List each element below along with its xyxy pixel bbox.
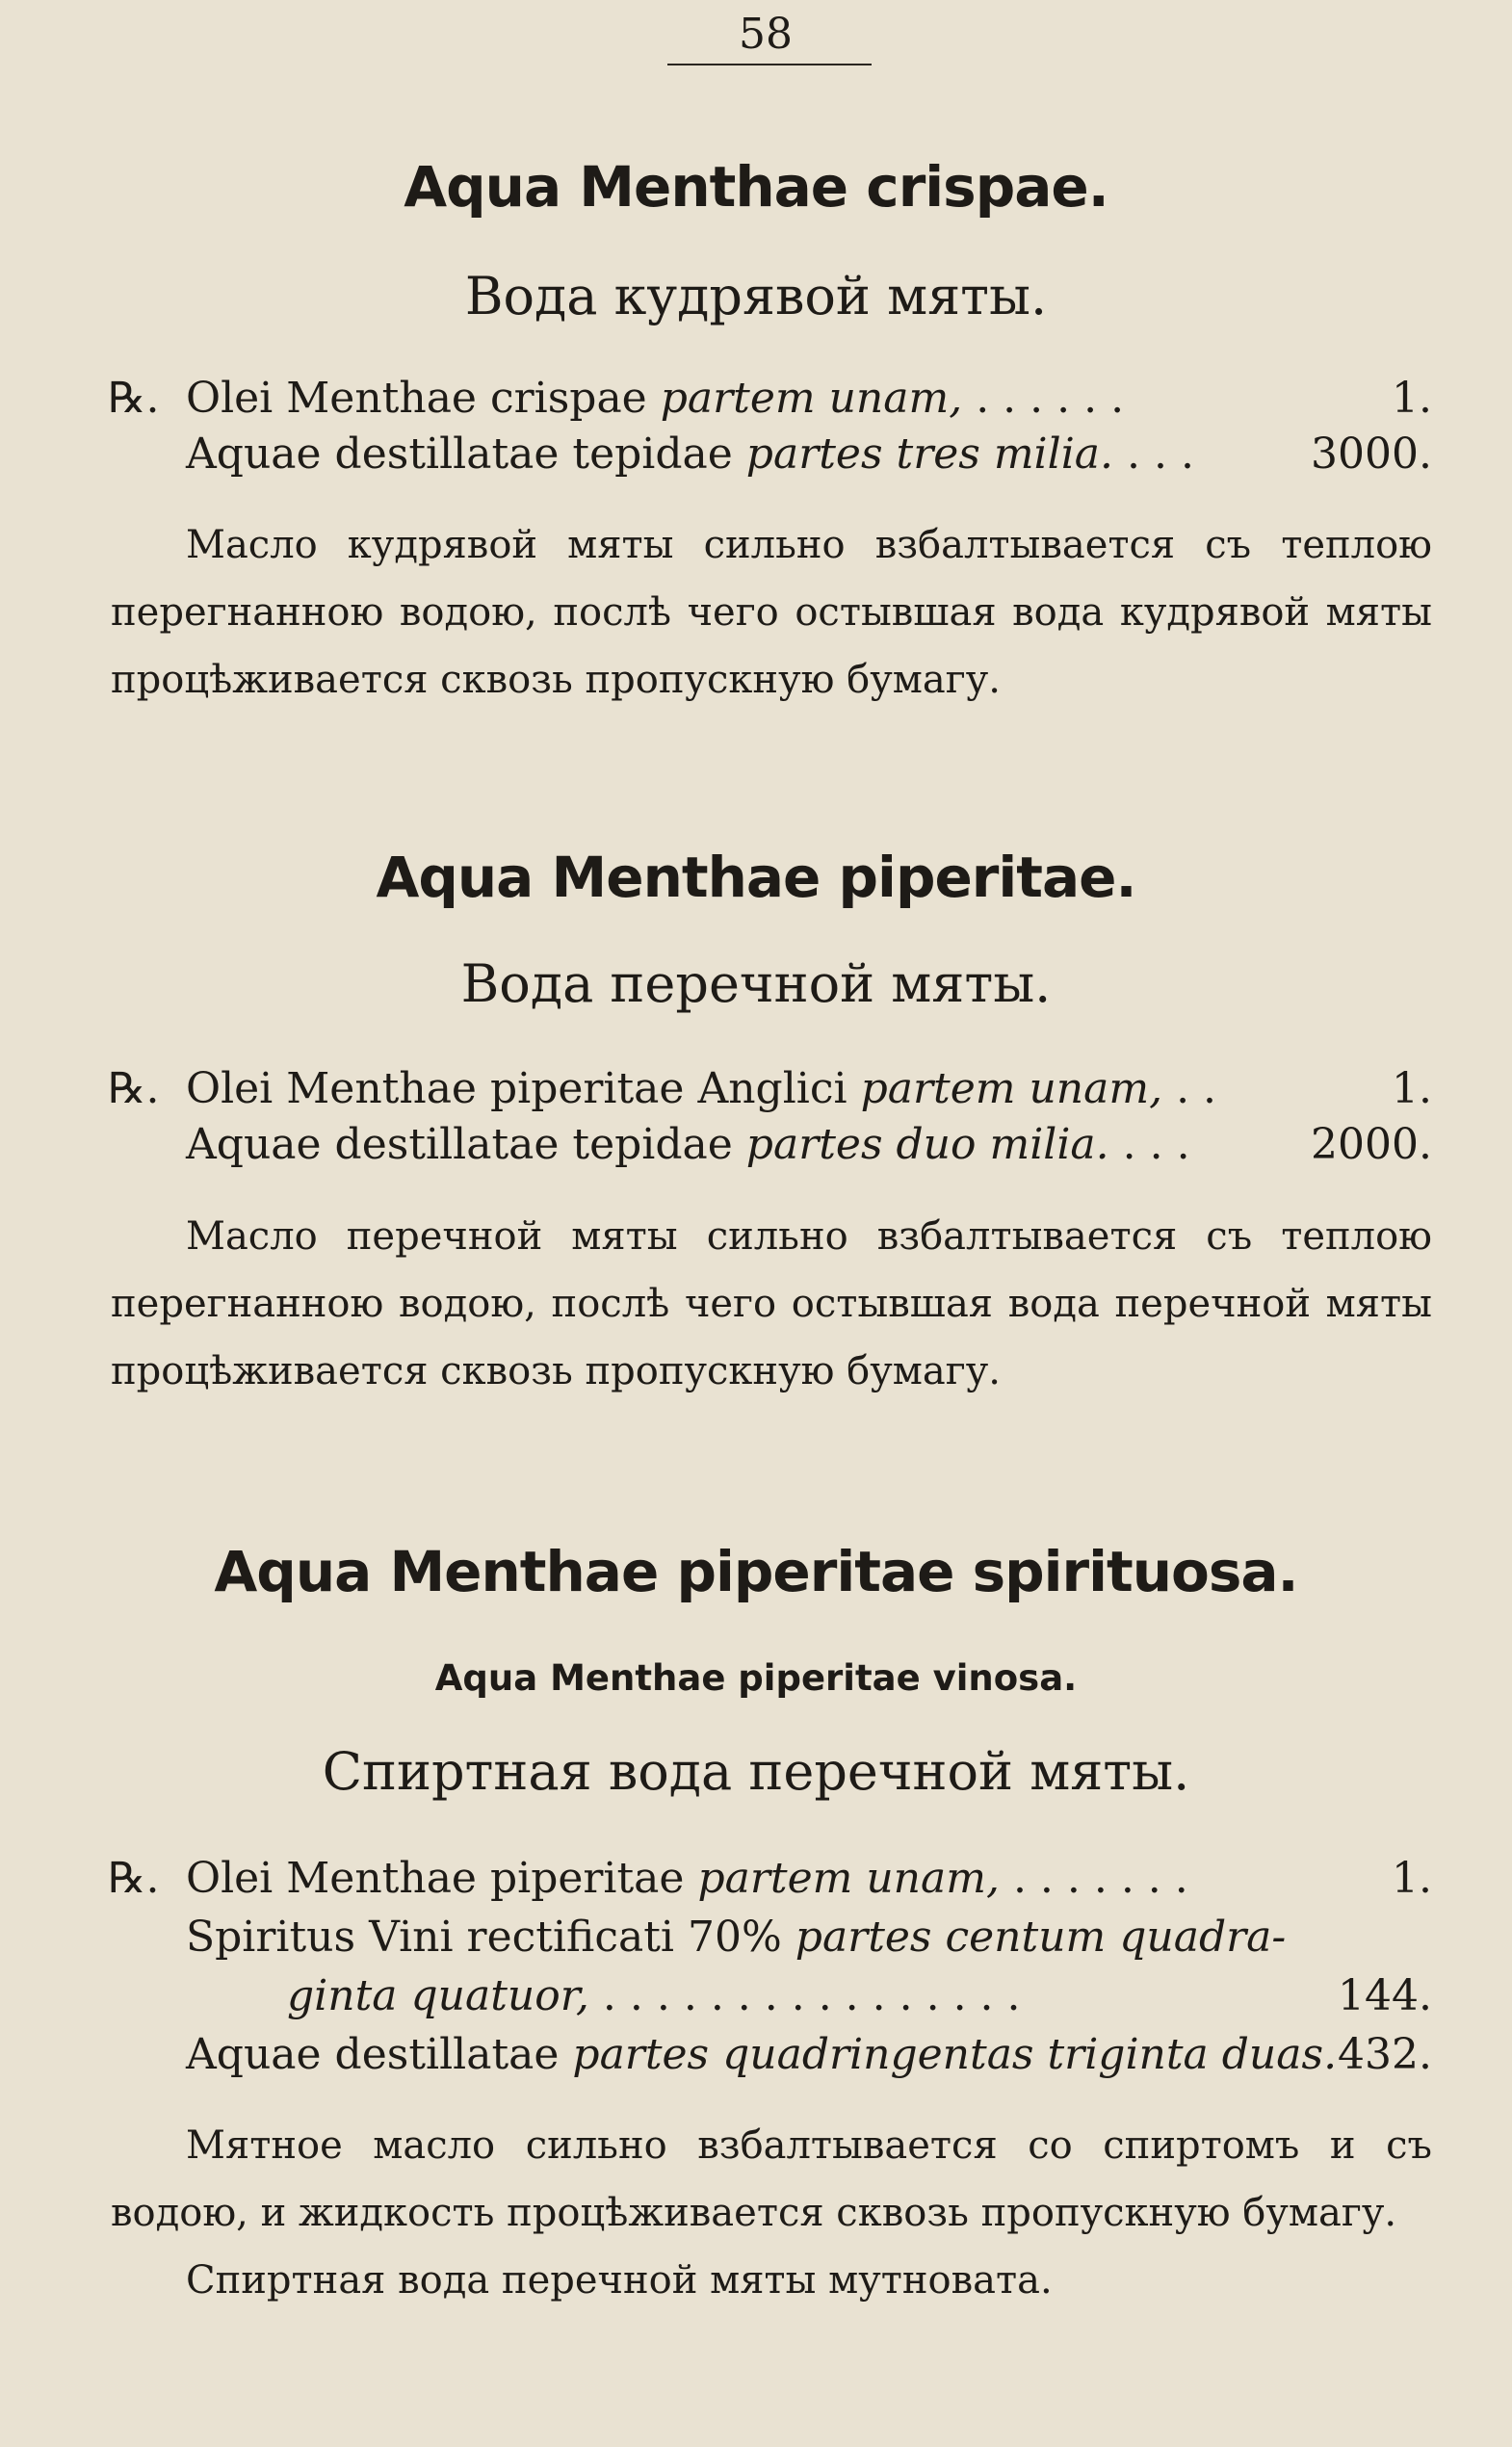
recipe-line — [0, 1854, 1512, 1912]
instructions-text: Масло кудрявой мяты сильно взбалтывается съ теплою перегнанною водою, послѣ чего остывшая вода кудрявой мяты процѣживается сквозь пропускную бумагу. — [111, 523, 1432, 702]
recipe-quantity: 2000. — [1311, 1120, 1432, 1169]
recipe-text — [186, 1064, 1216, 1113]
recipe-italic: partem unam, — [860, 1064, 1163, 1113]
section-heading: Aqua Menthae piperitae spirituosa. — [214, 1539, 1298, 1604]
recipe-quantity: 1. — [1392, 1064, 1432, 1113]
recipe-line — [0, 374, 1512, 431]
recipe-italic: partem unam, — [660, 374, 963, 423]
instructions-paragraph — [111, 2112, 1432, 2247]
section-heading: Aqua Menthae crispae. — [404, 154, 1108, 220]
recipe-italic: partes quadringentas triginta duas. — [572, 2030, 1338, 2079]
recipe-text — [186, 1854, 1188, 1903]
instructions-paragraph — [111, 1203, 1432, 1405]
recipe-latin: Aquae destillatae tepidae — [186, 1120, 733, 1169]
recipe-symbol: ℞. — [108, 1064, 160, 1113]
note-paragraph — [111, 2247, 1432, 2314]
recipe-italic: ginta quatuor, — [287, 1971, 589, 2020]
recipe-quantity: 432. — [1338, 2030, 1432, 2079]
section-russian-title: Вода кудрявой мяты. — [464, 266, 1048, 326]
recipe-text — [186, 1913, 1286, 1962]
instructions-text: Мятное масло сильно взбалтывается со спиртомъ и съ водою, и жидкость процѣживается сквозь пропускную бумагу. — [111, 2123, 1432, 2235]
recipe-latin: Olei Menthae piperitae — [186, 1854, 685, 1903]
page-number: 58 — [739, 10, 793, 59]
recipe-line — [0, 1913, 1512, 1970]
instructions-text: Масло перечной мяты сильно взбалтывается съ теплою перегнанною водою, послѣ чего остывшая вода перечной мяты процѣживается сквозь пропускную бумагу. — [111, 1214, 1432, 1393]
note-text: Спиртная вода перечной мяты мутновата. — [186, 2258, 1053, 2303]
recipe-leader: . . — [1176, 1064, 1217, 1113]
recipe-quantity: 1. — [1392, 374, 1432, 423]
recipe-text — [186, 374, 1124, 423]
recipe-latin: Aquae destillatae tepidae — [186, 430, 733, 479]
recipe-symbol: ℞. — [108, 1854, 160, 1903]
recipe-line — [0, 1064, 1512, 1122]
recipe-quantity: 1. — [1392, 1854, 1432, 1903]
recipe-text — [186, 2030, 1337, 2079]
recipe-quantity: 144. — [1338, 1971, 1432, 2020]
recipe-leader: . . . — [1127, 430, 1194, 479]
recipe-line — [0, 2030, 1512, 2088]
recipe-line — [0, 430, 1512, 487]
recipe-symbol: ℞. — [108, 374, 160, 423]
recipe-line — [0, 1971, 1512, 2029]
recipe-latin: Olei Menthae piperitae Anglici — [186, 1064, 847, 1113]
recipe-leader: . . . . . . — [976, 374, 1125, 423]
recipe-text — [186, 1120, 1190, 1169]
section-russian-title: Спиртная вода перечной мяты. — [322, 1741, 1190, 1802]
recipe-text — [287, 1971, 1021, 2020]
section-heading: Aqua Menthae piperitae. — [376, 845, 1136, 910]
recipe-leader: . . . . . . . — [1012, 1854, 1188, 1903]
section-russian-title: Вода перечной мяты. — [460, 953, 1052, 1014]
recipe-latin: Spiritus Vini rectificati 70% — [186, 1913, 782, 1962]
recipe-line — [0, 1120, 1512, 1178]
recipe-italic: partes centum quadra- — [795, 1913, 1287, 1962]
recipe-quantity: 3000. — [1311, 430, 1432, 479]
page-number-rule — [667, 64, 872, 65]
recipe-italic: partem unam, — [697, 1854, 1000, 1903]
recipe-italic: partes tres milia. — [745, 430, 1113, 479]
instructions-paragraph — [111, 511, 1432, 714]
recipe-latin: Olei Menthae crispae — [186, 374, 647, 423]
recipe-text — [186, 430, 1194, 479]
recipe-leader: . . . . . . . . . . . . . . . . — [602, 1971, 1021, 2020]
section-synonym: Aqua Menthae piperitae vinosa. — [434, 1657, 1078, 1699]
recipe-italic: partes duo milia. — [745, 1120, 1109, 1169]
recipe-latin: Aquae destillatae — [186, 2030, 560, 2079]
recipe-leader: . . . — [1122, 1120, 1190, 1169]
